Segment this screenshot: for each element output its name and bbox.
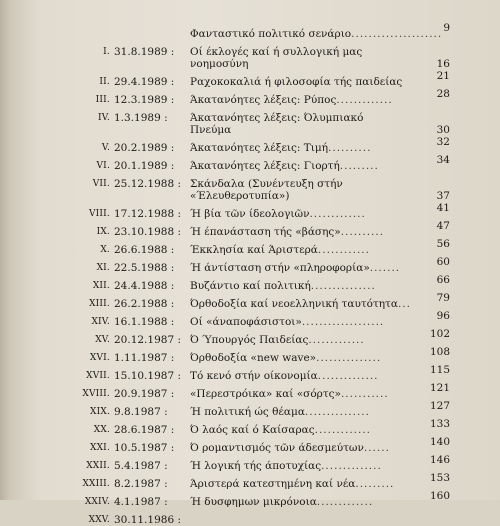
toc-entry-page-number: 32	[436, 136, 450, 148]
toc-entry	[0, 490, 500, 508]
toc-entry-number: XI.	[96, 263, 110, 273]
toc-entry-title	[190, 262, 415, 274]
toc-leader-dots: ...................	[301, 316, 385, 328]
toc-entry-number: XXIV.	[84, 497, 110, 507]
toc-entry-page-number: 108	[429, 346, 450, 358]
toc-entry-page-number: 146	[429, 454, 450, 466]
toc-entry	[0, 106, 500, 136]
toc-entry-title	[190, 46, 415, 70]
toc-entry-page-number: 9	[443, 22, 450, 34]
toc-entry-date: 23.10.1988 :	[114, 226, 181, 238]
toc-entry-title	[190, 442, 415, 454]
toc-entry	[0, 346, 500, 364]
toc-entry	[0, 472, 500, 490]
toc-entry-page-number: 37	[436, 190, 450, 202]
toc-entry-title-text: Φανταστικό πολιτικό σενάριο	[190, 28, 352, 40]
toc-entry-number: XIV.	[91, 317, 110, 327]
toc-entry-page-number: 115	[429, 364, 450, 376]
toc-entry-date: 24.4.1988 :	[114, 280, 175, 292]
toc-entry	[0, 220, 500, 238]
toc-entry-number: XII.	[92, 281, 110, 291]
toc-entry	[0, 22, 500, 40]
toc-entry-number: IV.	[98, 113, 110, 123]
toc-entry-page-number: 21	[436, 70, 450, 82]
toc-entry	[0, 256, 500, 274]
toc-entry-date: 30.11.1986 :	[114, 514, 181, 526]
toc-entry-page-number: 41	[436, 202, 450, 214]
toc-entry-date: 17.12.1988 :	[114, 208, 181, 220]
toc-entry-page-number: 66	[436, 274, 450, 286]
toc-entry-title	[190, 208, 415, 220]
toc-entry-date: 26.6.1988 :	[114, 244, 175, 256]
toc-entry-number: XV.	[95, 335, 110, 345]
toc-entry-number: XIII.	[89, 299, 110, 309]
toc-entry-date: 5.4.1987 :	[114, 460, 168, 472]
toc-entry	[0, 172, 500, 202]
toc-entry-title-text: Όρθοδοξία «new wave»	[190, 352, 317, 364]
toc-entry-title-text: Ό λαός καί ό Καίσαρας	[190, 424, 315, 436]
toc-entry-title	[190, 478, 415, 490]
toc-entry-number: XVIII.	[82, 389, 110, 399]
toc-entry-date: 31.8.1989 :	[114, 46, 175, 58]
toc-entry-date: 25.12.1988 :	[114, 178, 181, 190]
toc-entry	[0, 400, 500, 418]
toc-entry-title-text: Άκατανόητες λέξεις: Γιορτή	[190, 160, 340, 172]
toc-entry-number: XX.	[93, 425, 110, 435]
toc-leader-dots: ..........	[328, 142, 372, 154]
toc-leader-dots: ...............	[316, 352, 382, 364]
toc-entry-date: 16.1.1988 :	[114, 316, 175, 328]
toc-entry-title	[190, 112, 415, 136]
toc-entry-date: 4.1.1987 :	[114, 496, 168, 508]
toc-entry-date: 1.11.1987 :	[114, 352, 175, 364]
toc-entry-page-number: 127	[429, 400, 450, 412]
toc-entry-title-continuation: Πνεύμα	[190, 124, 232, 136]
toc-entry-title	[190, 298, 415, 310]
toc-entry-title	[190, 370, 415, 382]
toc-entry-title	[190, 142, 415, 154]
toc-entry-number: XIX.	[89, 407, 110, 417]
toc-entry-title	[190, 460, 415, 472]
toc-entry-title-text: Ό Ύπουργός Παιδείας	[190, 334, 309, 346]
toc-entry-title-text: Άκατανόητες λέξεις: Ρύπος	[190, 94, 337, 106]
toc-entry-title-continuation: «Έλευθεροτυπία»)	[190, 190, 290, 202]
toc-entry-title	[190, 334, 415, 346]
toc-entry-title	[190, 316, 415, 328]
toc-entry	[0, 70, 500, 88]
toc-leader-dots: ...............	[304, 406, 370, 418]
toc-leader-dots: ..........	[340, 226, 385, 238]
toc-leader-dots: .............	[314, 424, 372, 436]
toc-entry-title-text: Ή βία τῶν ίδεολογιῶν	[190, 208, 310, 220]
toc-entry-title-text: Άκατανόητες λέξεις: Όλυμπιακό	[190, 112, 364, 124]
toc-entry-number: III.	[95, 95, 110, 105]
toc-entry-title	[190, 280, 415, 292]
toc-leader-dots: ............	[317, 244, 370, 256]
toc-entry-title	[190, 406, 415, 418]
toc-entry-page-number: 153	[429, 472, 450, 484]
toc-entry-title-text: Τό κενό στήν οίκονομία	[190, 370, 318, 382]
toc-entry-title-text: Άριστερά κατεστημένη καί νέα	[190, 478, 356, 490]
toc-entry-page-number: 60	[436, 256, 450, 268]
toc-entry-date: 29.4.1989 :	[114, 76, 175, 88]
toc-leader-dots: ...............	[310, 280, 376, 292]
toc-entry-page-number: 121	[429, 382, 450, 394]
toc-entry-title-text: Ή έπανάσταση τής «βάσης»	[190, 226, 341, 238]
toc-entry-date: 20.2.1989 :	[114, 142, 175, 154]
toc-entry-page-number: 56	[436, 238, 450, 250]
toc-entry-number: II.	[99, 77, 110, 87]
toc-entry-title-text: Ραχοκοκαλιά ή φιλοσοφία τής παιδείας	[190, 76, 403, 88]
toc-entry-title-text: «Περεστρόικα» καί «σόρτς»	[190, 388, 341, 400]
toc-entry	[0, 274, 500, 292]
toc-entry	[0, 418, 500, 436]
toc-entry-number: XXIII.	[82, 479, 110, 489]
toc-entry	[0, 202, 500, 220]
toc-entry	[0, 364, 500, 382]
toc-entry-number: XXV.	[88, 515, 110, 525]
toc-entry-page-number: 79	[436, 292, 450, 304]
toc-entry-page-number: 140	[429, 436, 450, 448]
toc-entry-title	[190, 424, 415, 436]
toc-entry-title-text: Όρθοδοξία καί νεοελληνική ταυτότητα	[190, 298, 398, 310]
toc-leader-dots: .............	[336, 94, 393, 106]
toc-entry-number: XXII.	[86, 461, 110, 471]
toc-entry-date: 9.8.1987 :	[114, 406, 168, 418]
toc-entry	[0, 292, 500, 310]
toc-entry-number: XXI.	[89, 443, 110, 453]
toc-leader-dots: ...........	[340, 388, 389, 400]
toc-entry-title	[190, 28, 443, 40]
toc-entry-title-text: Άκατανόητες λέξεις: Τιμή	[190, 142, 329, 154]
toc-entry-date: 28.6.1987 :	[114, 424, 175, 436]
toc-entry-title	[190, 496, 415, 508]
toc-entry	[0, 238, 500, 256]
toc-entry-number: XVII.	[86, 371, 110, 381]
toc-entry-title	[190, 94, 415, 106]
toc-entry-title-text: Έκκλησία καί Άριστερά	[190, 244, 318, 256]
toc-entry-page-number: 28	[436, 88, 450, 100]
toc-entry-date: 12.3.1989 :	[114, 94, 175, 106]
toc-entry	[0, 154, 500, 172]
toc-entry-date: 20.9.1987 :	[114, 388, 175, 400]
toc-entry-date: 15.10.1987 :	[114, 370, 181, 382]
toc-entry-page-number: 34	[436, 154, 450, 166]
toc-entry-title	[190, 388, 415, 400]
toc-entry-page-number: 160	[429, 490, 450, 502]
toc-entry-page-number: 96	[436, 310, 450, 322]
toc-leader-dots: .............	[309, 208, 366, 220]
toc-entry	[0, 328, 500, 346]
toc-entry-title-text: Ή δυσφημων μικρόνοια	[190, 496, 317, 508]
toc-entry	[0, 436, 500, 454]
toc-leader-dots: .....................	[351, 28, 443, 40]
toc-entry-title-text: Ή άντίσταση στήν «πληροφορία»	[190, 262, 370, 274]
toc-entry	[0, 88, 500, 106]
toc-entry-number: VIII.	[88, 209, 110, 219]
table-of-contents	[0, 22, 500, 526]
toc-entry-number: I.	[103, 47, 110, 57]
toc-leader-dots: ..............	[321, 460, 382, 472]
toc-entry-title-text: Ό ρομαντισμός τῶν άδεσμεύτων	[190, 442, 364, 454]
toc-entry-number: X.	[100, 245, 110, 255]
toc-entry-page-number: 102	[429, 328, 450, 340]
toc-entry-page-number: 30	[436, 124, 450, 136]
toc-entry-title-continuation: νοημοσύνη	[190, 58, 249, 70]
toc-entry-date: 26.2.1988 :	[114, 298, 175, 310]
toc-entry	[0, 310, 500, 328]
toc-entry-number: VI.	[96, 161, 110, 171]
toc-leader-dots: .............	[308, 334, 365, 346]
toc-entry-date: 10.5.1987 :	[114, 442, 175, 454]
toc-entry-page-number: 133	[429, 418, 450, 430]
toc-leader-dots: .............	[316, 496, 374, 508]
toc-leader-dots: .........	[355, 478, 395, 490]
toc-entry-page-number: 47	[436, 220, 450, 232]
toc-leader-dots: ..............	[317, 370, 379, 382]
toc-entry-date: 20.12.1987 :	[114, 334, 181, 346]
toc-entry-title-text: Βυζάντιο καί πολιτική	[190, 280, 311, 292]
toc-entry	[0, 382, 500, 400]
toc-entry-date: 20.1.1989 :	[114, 160, 175, 172]
toc-entry-number: XVI.	[89, 353, 110, 363]
toc-entry-page-number: 16	[436, 58, 450, 70]
toc-entry-title-text: Οί «άναποφάσιστοι»	[190, 316, 302, 328]
toc-entry-title	[190, 76, 415, 88]
toc-entry-title-text: Ή λογική τής άποτυχίας	[190, 460, 322, 472]
toc-entry-title	[190, 226, 415, 238]
toc-entry	[0, 136, 500, 154]
toc-entry-title	[190, 244, 415, 256]
toc-entry	[0, 454, 500, 472]
toc-entry-number: V.	[101, 143, 110, 153]
toc-entry-date: 1.3.1989 :	[114, 112, 168, 124]
toc-entry-title	[190, 178, 415, 202]
toc-leader-dots: .........	[339, 160, 379, 172]
toc-entry-number: VII.	[92, 179, 110, 189]
toc-leader-dots: .......	[369, 262, 401, 274]
toc-leader-dots: ...	[397, 298, 411, 310]
toc-entry-number: IX.	[96, 227, 110, 237]
toc-entry-date: 8.2.1987 :	[114, 478, 168, 490]
toc-entry	[0, 40, 500, 70]
toc-leader-dots: ......	[363, 442, 390, 454]
toc-entry-title-text: Οί έκλογές καί ή συλλογική μας	[190, 46, 363, 58]
toc-entry	[0, 508, 500, 526]
toc-entry-title	[190, 160, 415, 172]
toc-entry-title-text: Ή πολιτική ώς θέαμα	[190, 406, 305, 418]
toc-entry-title	[190, 352, 415, 364]
toc-entry-date: 22.5.1988 :	[114, 262, 175, 274]
toc-entry-title-text: Σκάνδαλα (Συνέντευξη στήν	[190, 178, 343, 190]
